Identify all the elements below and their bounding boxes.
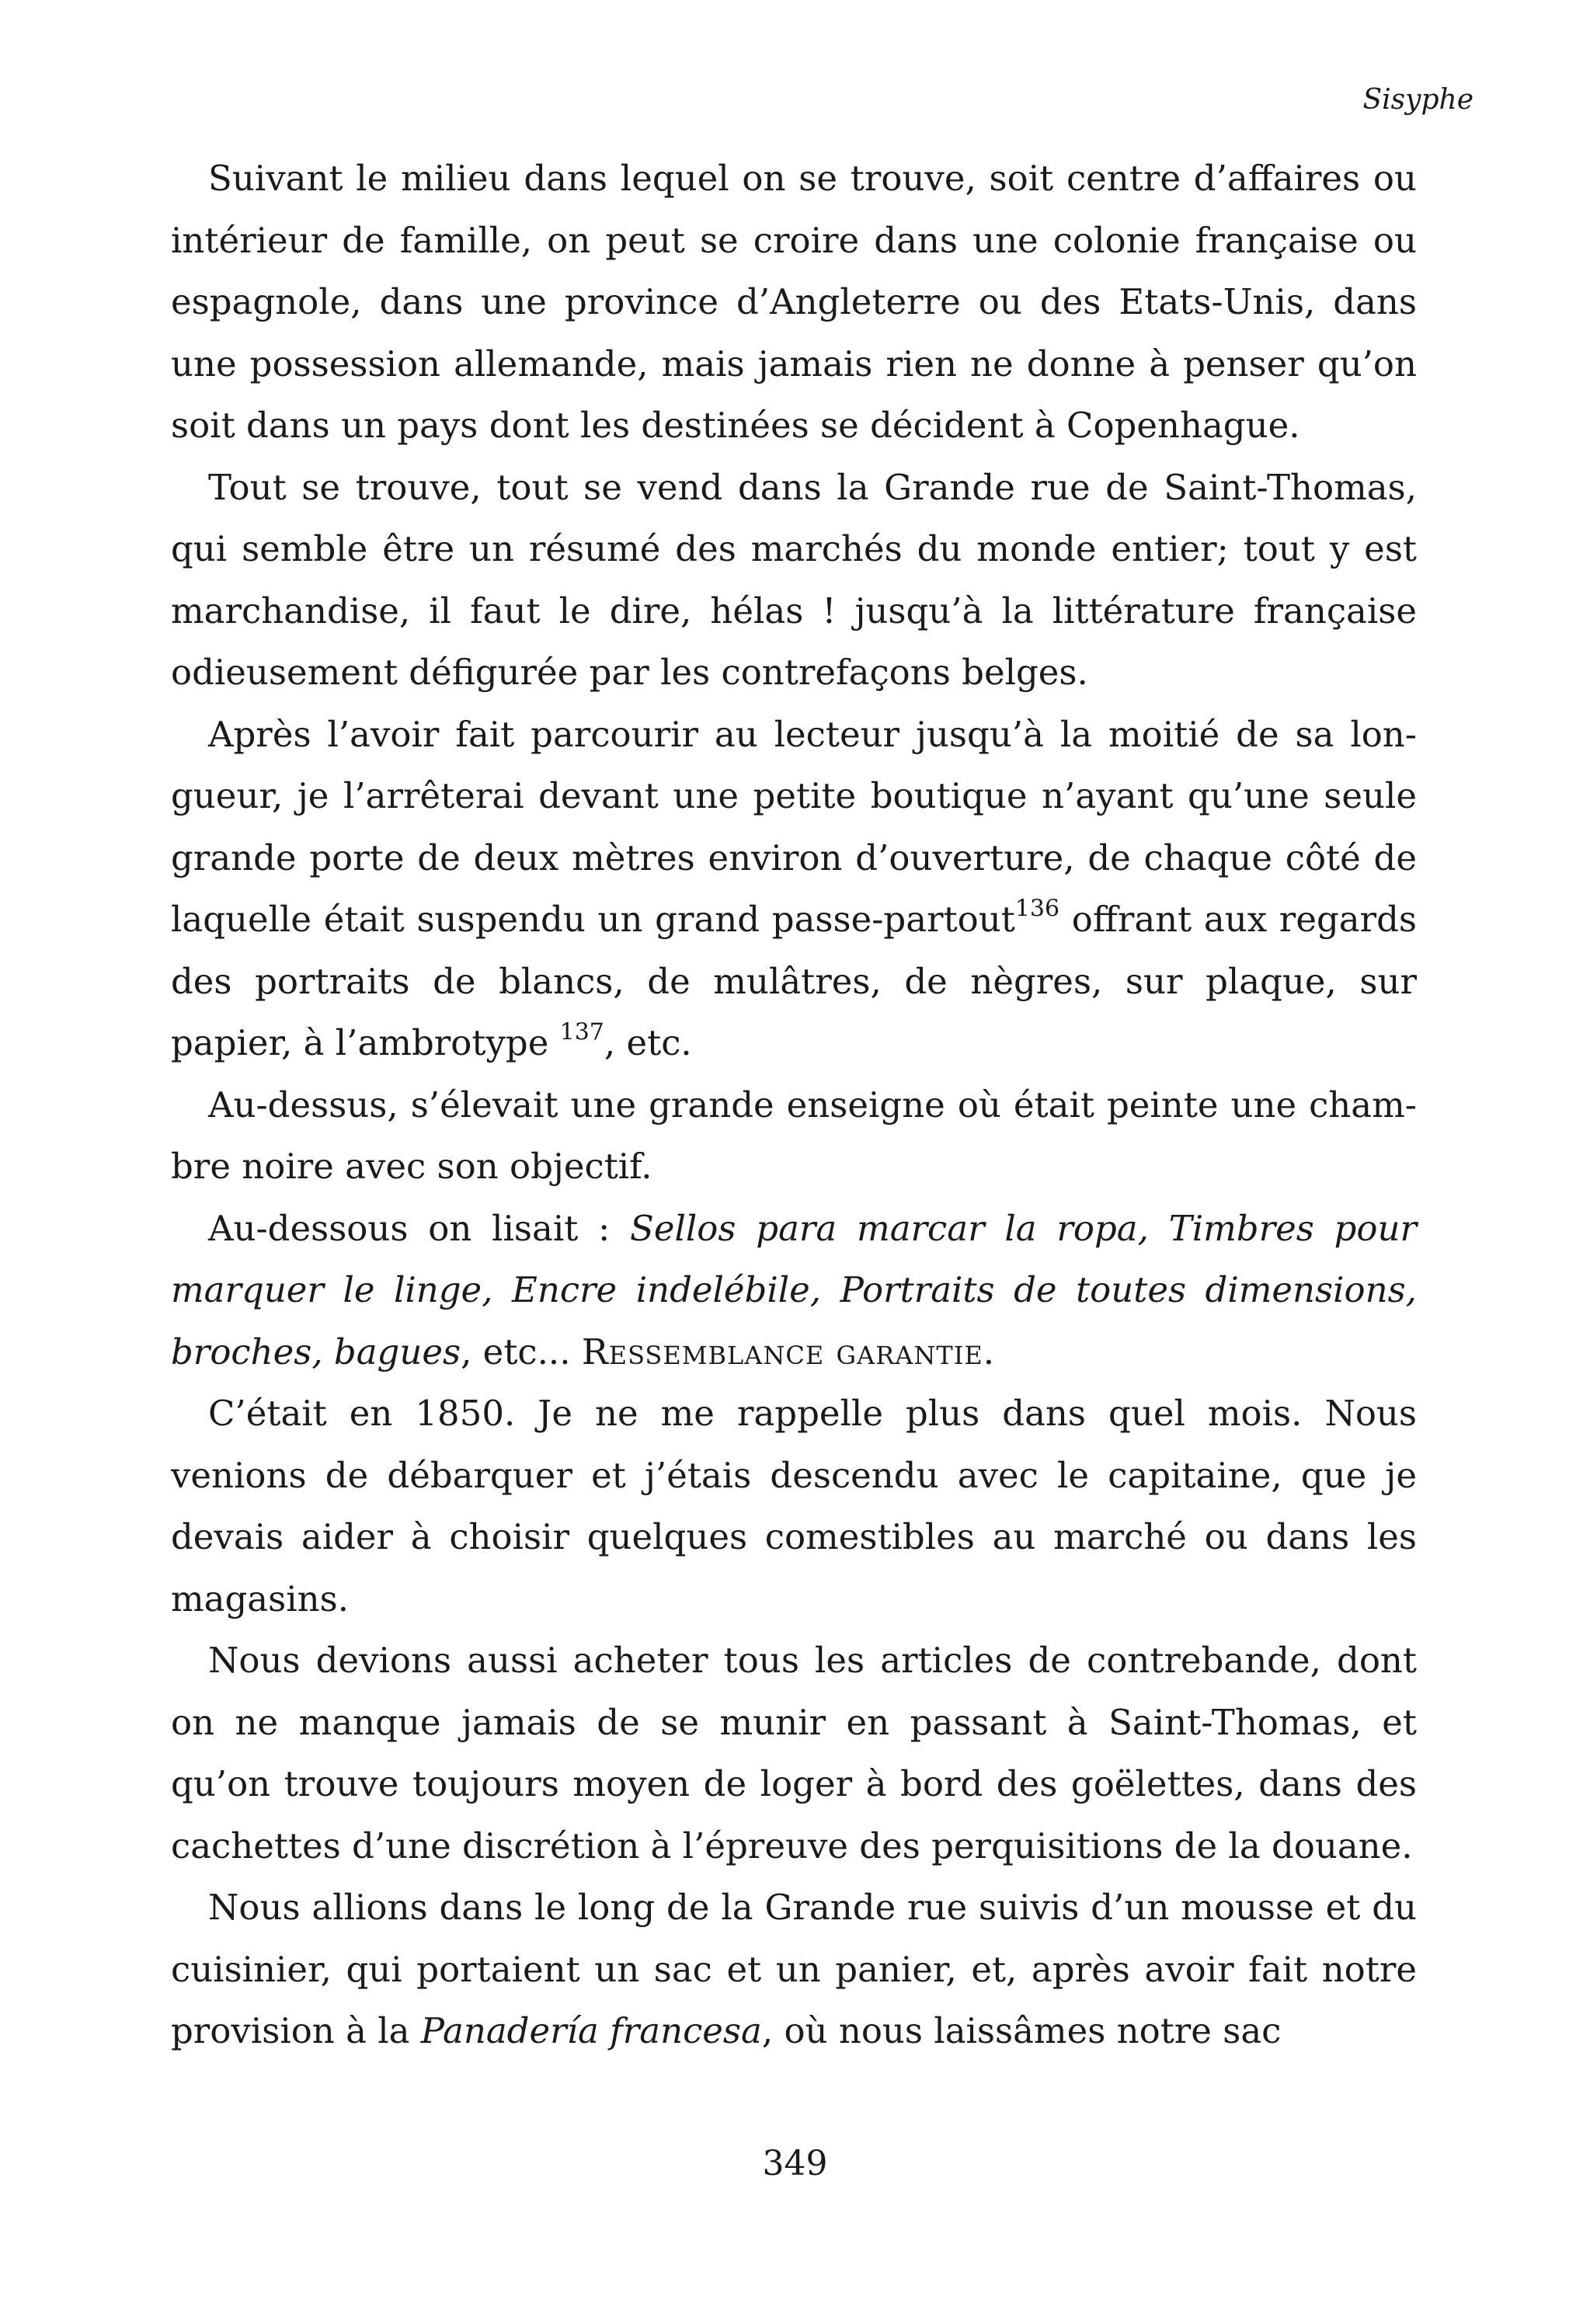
footnote-ref-136: 136 [1014,895,1060,923]
footnote-ref-137: 137 [559,1018,604,1046]
paragraph-8 [171,1877,1417,2062]
page-number: 349 [762,2144,828,2183]
paragraph-3-text-b: offrant aux regards des portraits de blancs, de mulâtres, de nègres, sur plaque, sur papier, à l’ambrotype [171,899,1417,1063]
paragraph-8-text-a: Nous allions dans le long de la Grande rue suivis d’un mousse et du cuisinier, qui portaient un sac et un panier, et, après avoir fait notre provision à la [171,1887,1417,2051]
paragraph-5-text-b: , etc... [461,1331,582,1372]
paragraph-8-text-b: , où nous laissâmes notre sac [761,2010,1282,2051]
paragraph-3-text-a: Après l’avoir fait parcourir au lecteur jusqu’à la moitié de sa longueur, je l’arrêterai devant une petite boutique n’ayant qu’une seule grande porte de deux mètres environ d’ouverture, de chaque côté de laquelle était suspendu un grand passe-partout [171,713,1417,940]
paragraph-4: Au-dessus, s’élevait une grande enseigne où était peinte une chambre noire avec son objectif. [171,1084,1417,1187]
paragraph-6: C’était en 1850. Je ne me rappelle plus dans quel mois. Nous venions de débarquer et j’étais descendu avec le capitaine, que je devais aider à choisir quelques comestibles au marché ou dans les magasins. [171,1393,1417,1619]
paragraph-5-text-a: Au-dessous on lisait : [208,1207,631,1249]
bakery-name-italic: Panadería francesa [420,2010,762,2051]
paragraph-3 [171,704,1417,1074]
sign-text-italic: Sellos para marcar la ropa, Timbres pour marquer le linge, Encre indelébile, Portraits de toutes dimensions, broches, bagues [171,1207,1417,1372]
paragraph-3-text-c: , etc. [604,1022,692,1063]
paragraph-1: Suivant le milieu dans lequel on se trouve, soit centre d’affaires ou intérieur de famille, on peut se croire dans une colonie française ou espagnole, dans une province d’Angleterre ou des Etats-Unis, dans une possession allemande, mais jamais rien ne donne à penser qu’on soit dans un pays dont les destinées se décident à Copenhague. [171,158,1417,446]
body-text [171,148,1417,2062]
paragraph-7: Nous devions aussi acheter tous les articles de contrebande, dont on ne manque jamais de se munir en passant à Saint-Thomas, et qu’on trouve toujours moyen de loger à bord des goëlettes, dans des cachettes d’une discrétion à l’épreuve des perquisitions de la douane. [171,1640,1417,1867]
sign-text-smallcaps: Ressemblance garantie. [581,1331,996,1372]
paragraph-5 [171,1198,1417,1383]
running-head: Sisyphe [1362,84,1473,116]
paragraph-2: Tout se trouve, tout se vend dans la Grande rue de Saint-Thomas, qui semble être un résumé des marchés du monde entier; tout y est marchandise, il faut le dire, hélas ! jusqu’à la littérature française odieusement défigurée par les contrefaçons belges. [171,466,1417,693]
